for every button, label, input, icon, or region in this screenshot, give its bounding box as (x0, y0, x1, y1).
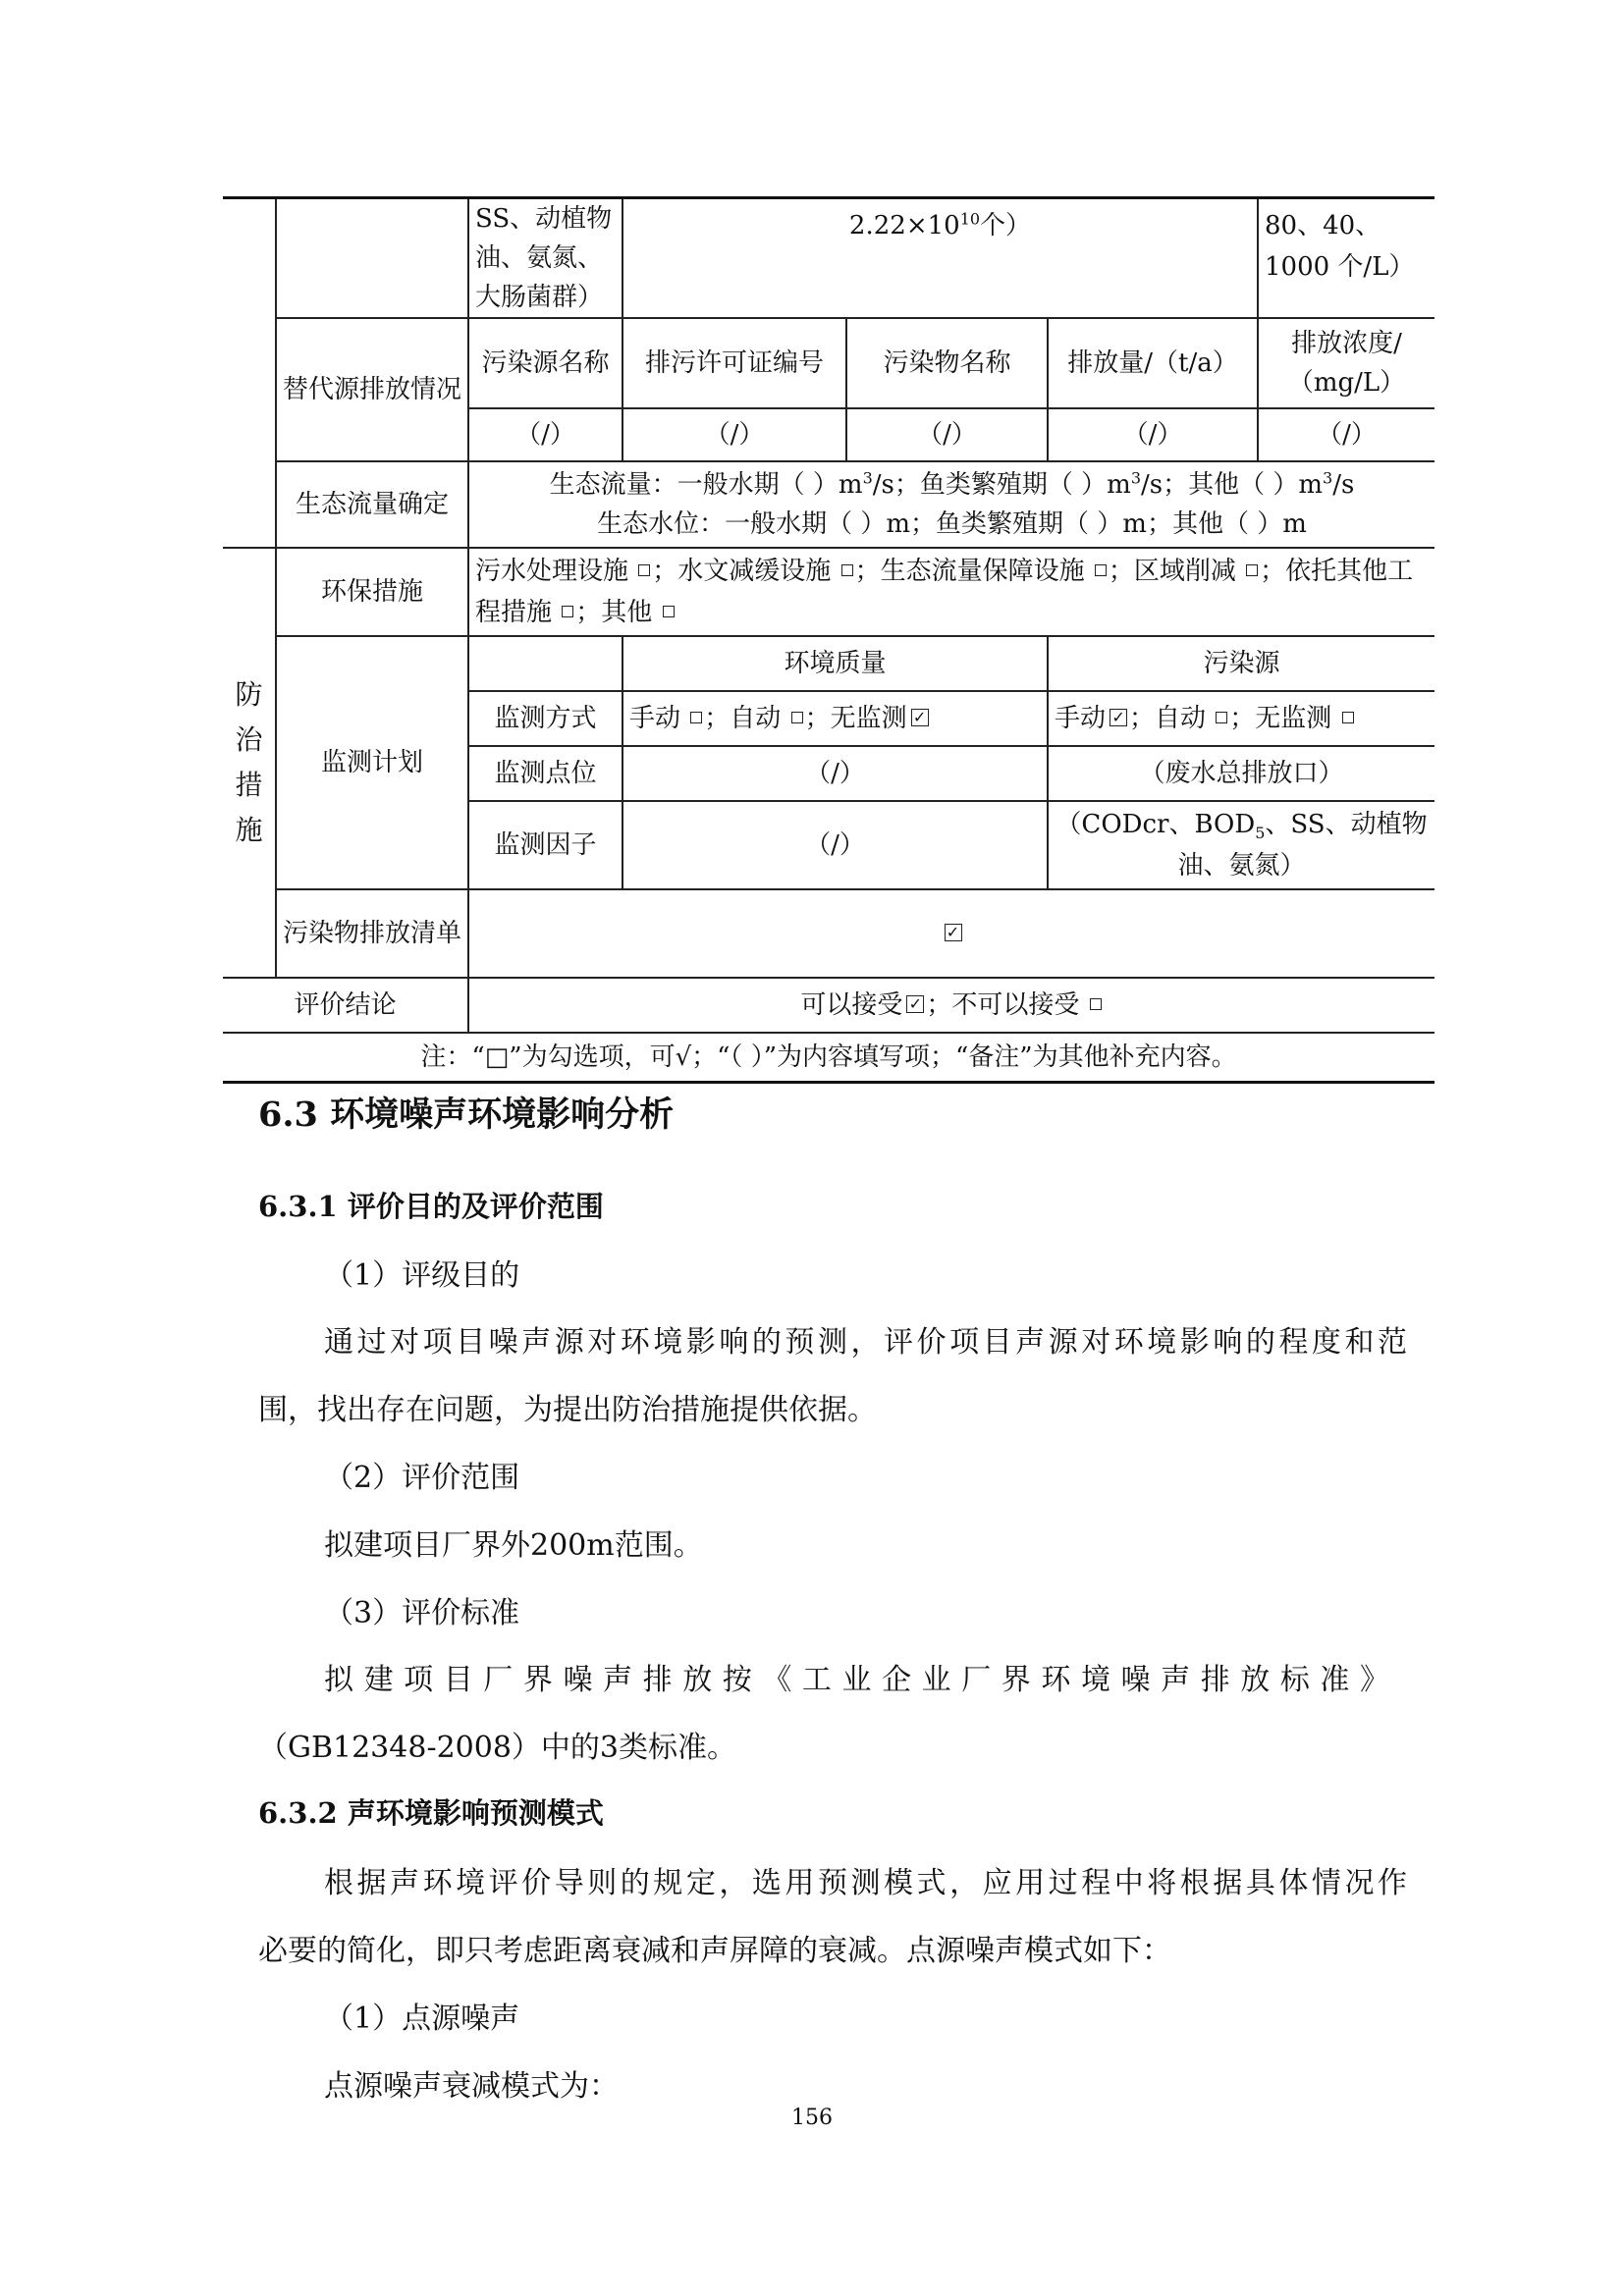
option-text: ；不可以接受 (926, 990, 1080, 1020)
checkbox-icon[interactable] (690, 712, 702, 723)
source-factors-cell (1048, 801, 1435, 889)
amount-suffix: 个） (980, 211, 1032, 240)
table-row (223, 978, 1435, 1033)
subsection-heading: 6.3.1 评价目的及评价范围 (258, 1190, 604, 1223)
env-measures-label: 环保措施 (276, 548, 468, 636)
table-header: 污染物名称 (846, 318, 1048, 408)
discharge-list-label: 污染物排放清单 (276, 889, 468, 978)
eco-flow-cell (468, 461, 1435, 548)
concentration-cell: 80、40、1000 个/L） (1258, 198, 1435, 319)
option-text: ；水文减缓设施 (652, 557, 832, 586)
option-text: 可以接受 (800, 990, 903, 1020)
subsection-heading: 6.3.2 声环境影响预测模式 (258, 1796, 604, 1830)
table-header: 污染源名称 (468, 318, 623, 408)
option-text: 手动 (629, 704, 681, 733)
option-text: 污水处理设施 (475, 557, 629, 586)
table-row (223, 636, 1435, 691)
paragraph-line: 点源噪声衰减模式为： (324, 2069, 619, 2104)
paragraph-line (324, 1858, 1407, 1901)
checkbox-icon[interactable] (1342, 712, 1354, 723)
table-note: 注：“□”为勾选项，可√；“（ ）”为内容填写项；“备注”为其他补充内容。 (223, 1033, 1435, 1082)
table-header: 排污许可证编号 (623, 318, 846, 408)
list-item: （2）评价范围 (324, 1461, 520, 1495)
checkbox-icon[interactable] (791, 712, 803, 723)
superscript: 3 (1323, 468, 1333, 488)
table-row (223, 548, 1435, 636)
checkbox-icon[interactable] (1246, 564, 1258, 576)
paragraph-text: 拟建项目厂界噪声排放按《工业企业厂界环境噪声排放标准》 (324, 1663, 1389, 1697)
checkbox-icon[interactable] (1095, 564, 1107, 576)
option-text: 手动 (1055, 704, 1107, 733)
table-row (223, 318, 1435, 408)
checked-checkbox-icon[interactable]: ✓ (911, 709, 929, 726)
eco-flow-text: /s；鱼类繁殖期（ ）m (872, 470, 1131, 500)
checkbox-icon[interactable] (562, 606, 573, 617)
paragraph-line: （GB12348-2008）中的3类标准。 (258, 1731, 737, 1765)
prevention-label-char: 措 (235, 769, 263, 801)
discharge-list-cell (468, 889, 1435, 978)
checkbox-icon[interactable] (663, 606, 675, 617)
source-method-cell (1048, 691, 1435, 746)
paragraph-line (324, 1317, 1407, 1361)
conclusion-cell (468, 978, 1435, 1033)
prevention-label-char: 施 (235, 814, 263, 846)
option-text: ；生态流量保障设施 (854, 557, 1085, 586)
checkbox-icon[interactable] (638, 564, 650, 576)
env-points-cell: （/） (623, 746, 1048, 801)
monitoring-factors-label: 监测因子 (468, 801, 623, 889)
table-cell (223, 198, 276, 549)
option-text: ；区域削减 (1108, 557, 1236, 586)
monitoring-points-label: 监测点位 (468, 746, 623, 801)
section-heading: 6.3 环境噪声环境影响分析 (258, 1095, 675, 1135)
list-item: （1）评级目的 (324, 1258, 520, 1293)
table-row (223, 461, 1435, 548)
pollutant-list-cell: SS、动植物油、氨氮、大肠菌群） (468, 198, 623, 319)
discharge-amount-cell (623, 198, 1258, 319)
list-item: （3）评价标准 (324, 1596, 520, 1630)
table-cell: （/） (468, 408, 623, 461)
checkbox-icon[interactable] (1090, 998, 1102, 1010)
paragraph-line: 拟建项目厂界外200m范围。 (324, 1528, 703, 1563)
monitoring-method-label: 监测方式 (468, 691, 623, 746)
eco-flow-text: /s (1332, 470, 1355, 500)
factors-text: （CODcr、BOD (1056, 810, 1256, 839)
env-factors-cell: （/） (623, 801, 1048, 889)
table-cell (468, 636, 623, 691)
checkbox-icon[interactable] (841, 564, 853, 576)
table-row (223, 1033, 1435, 1082)
superscript: 3 (1130, 468, 1141, 488)
paragraph-line: 必要的简化，即只考虑距离衰减和声屏障的衰减。点源噪声模式如下： (258, 1934, 1171, 1968)
eco-flow-text: /s；其他（ ）m (1141, 470, 1324, 500)
factors-text: 、SS、动植物油、氨氮） (1177, 810, 1428, 881)
paragraph-line: 围，找出存在问题，为提出防治措施提供依据。 (258, 1393, 877, 1427)
option-text: ；无监测 (1229, 704, 1332, 733)
eco-flow-line (473, 465, 1431, 505)
page-number: 156 (791, 2106, 833, 2130)
prevention-label-text (227, 672, 271, 853)
subscript: 5 (1255, 824, 1266, 843)
monitoring-label: 监测计划 (276, 636, 468, 889)
paragraph-text: 通过对项目噪声源对环境影响的预测，评价项目声源对环境影响的程度和范 (324, 1325, 1407, 1360)
source-points-cell: （废水总排放口） (1048, 746, 1435, 801)
amount-exponent: 10 (959, 209, 981, 229)
checkbox-icon[interactable] (1216, 712, 1227, 723)
table-cell (276, 198, 468, 319)
prevention-label (223, 548, 276, 978)
superscript: 3 (862, 468, 873, 488)
paragraph-line (324, 1655, 1389, 1698)
table-header: 排放量/（t/a） (1048, 318, 1258, 408)
alt-source-label: 替代源排放情况 (276, 318, 468, 461)
checked-checkbox-icon[interactable]: ✓ (906, 995, 924, 1013)
column-header-env-quality: 环境质量 (623, 636, 1048, 691)
option-text: ；自动 (1129, 704, 1207, 733)
checked-checkbox-icon[interactable]: ✓ (945, 924, 962, 941)
amount-text: 2.22×10 (848, 211, 960, 240)
conclusion-label: 评价结论 (223, 978, 468, 1033)
table-cell: （/） (1048, 408, 1258, 461)
column-header-pollution-source: 污染源 (1048, 636, 1435, 691)
environmental-impact-form-table (223, 196, 1435, 1084)
table-row (223, 889, 1435, 978)
table-row (223, 198, 1435, 319)
option-text: ；其他 (575, 598, 653, 627)
list-item: （1）点源噪声 (324, 2002, 520, 2036)
eco-flow-text: 生态流量：一般水期（ ）m (549, 470, 863, 500)
paragraph-text: 根据声环境评价导则的规定，选用预测模式，应用过程中将根据具体情况作 (324, 1866, 1407, 1900)
option-text: ；依托其他工程措施 (475, 557, 1414, 627)
prevention-label-char: 防 (235, 678, 263, 711)
table-header: 排放浓度/（mg/L） (1258, 318, 1435, 408)
checked-checkbox-icon[interactable]: ✓ (1110, 709, 1127, 726)
table-cell: （/） (1258, 408, 1435, 461)
option-text: ；无监测 (804, 704, 907, 733)
table-cell: （/） (846, 408, 1048, 461)
env-measures-cell (468, 548, 1435, 636)
eco-flow-label: 生态流量确定 (276, 461, 468, 548)
eco-level-line: 生态水位：一般水期（ ）m；鱼类繁殖期（ ）m；其他（ ）m (597, 509, 1307, 539)
table-cell: （/） (623, 408, 846, 461)
prevention-label-char: 治 (235, 723, 263, 756)
option-text: ；自动 (704, 704, 782, 733)
env-method-cell (623, 691, 1048, 746)
